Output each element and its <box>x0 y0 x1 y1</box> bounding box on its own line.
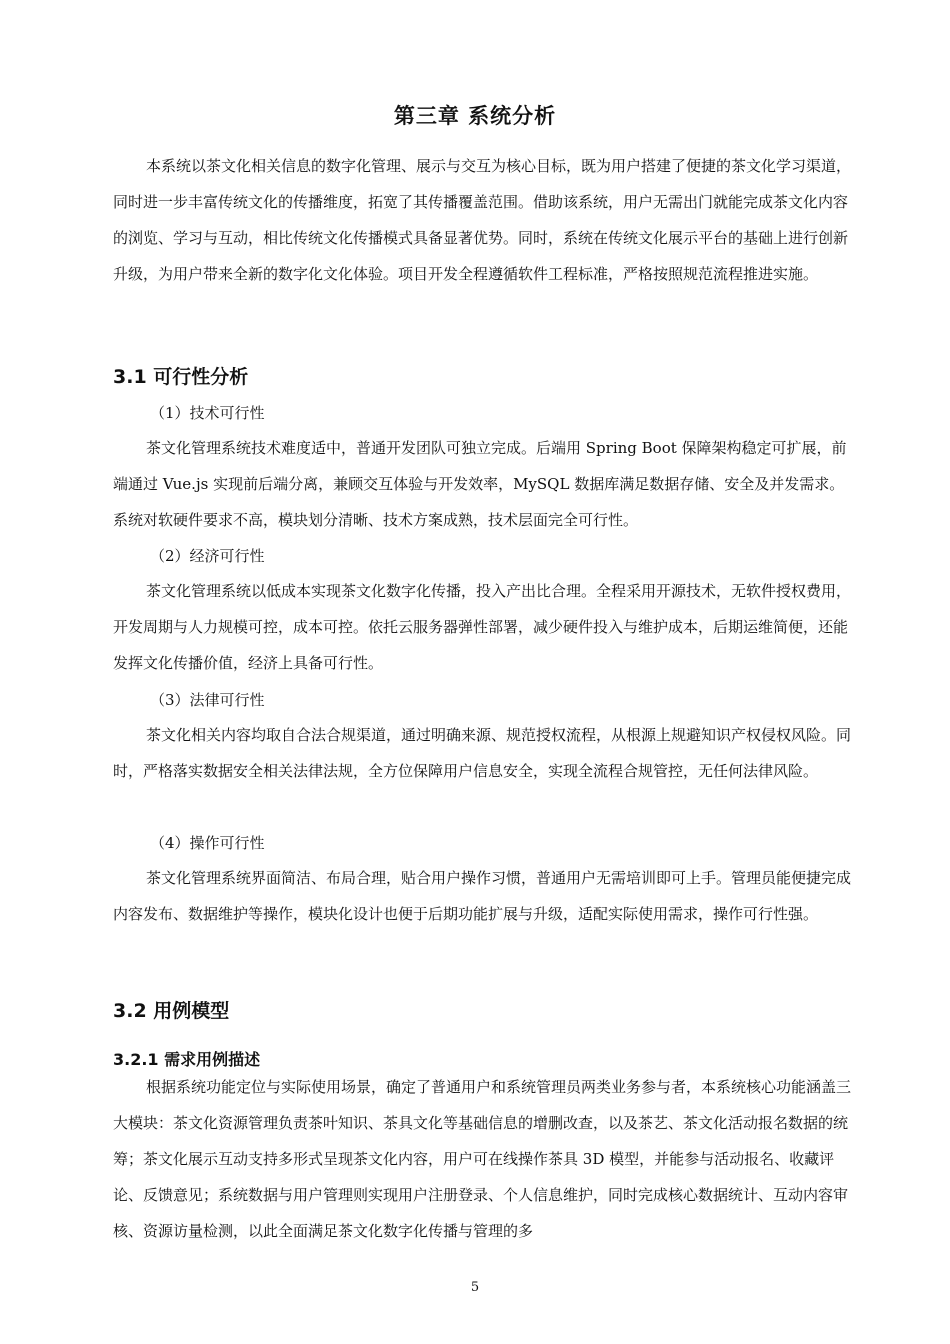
paragraph-legal-feasibility: 茶文化相关内容均取自合法合规渠道，通过明确来源、规范授权流程，从根源上规避知识产权侵权风险。同时，严格落实数据安全相关法律法规，全方位保障用户信息安全，实现全流程合规管控，无任何法律风险。 <box>113 726 852 780</box>
subsection-label-legal: （3）法律可行性 <box>150 691 265 709</box>
subsection-label-technical: （1）技术可行性 <box>150 404 265 422</box>
subsection-label-economic: （2）经济可行性 <box>150 547 265 565</box>
paragraph-use-case-description: 根据系统功能定位与实际使用场景，确定了普通用户和系统管理员两类业务参与者，本系统核心功能涵盖三大模块：茶文化资源管理负责茶叶知识、茶具文化等基础信息的增删改查，以及茶艺、茶文化活动报名数据的统筹；茶文化展示互动支持多形式呈现茶文化内容，用户可在线操作茶具 3D 模型，并能参与活动报名、收藏评论、反馈意见；系统数据与用户管理则实现用户注册登录、个人信息维护，同时完成核心数据统计、互动内容审核、资源访量检测，以此全面满足茶文化数字化传播与管理的多 <box>113 1078 852 1240</box>
subsection-label-operational: （4）操作可行性 <box>150 834 265 852</box>
paragraph-operational-feasibility: 茶文化管理系统界面简洁、布局合理，贴合用户操作习惯，普通用户无需培训即可上手。管理员能便捷完成内容发布、数据维护等操作，模块化设计也便于后期功能扩展与升级，适配实际使用需求，操作可行性强。 <box>113 869 852 923</box>
chapter-intro-paragraph: 本系统以茶文化相关信息的数字化管理、展示与交互为核心目标，既为用户搭建了便捷的茶文化学习渠道，同时进一步丰富传统文化的传播维度，拓宽了其传播覆盖范围。借助该系统，用户无需出门就能完成茶文化内容的浏览、学习与互动，相比传统文化传播模式具备显著优势。同时，系统在传统文化展示平台的基础上进行创新升级，为用户带来全新的数字化文化体验。项目开发全程遵循软件工程标准，严格按照规范流程推进实施。 <box>113 157 852 283</box>
paragraph-technical-feasibility: 茶文化管理系统技术难度适中，普通开发团队可独立完成。后端用 Spring Boot 保障架构稳定可扩展，前端通过 Vue.js 实现前后端分离，兼顾交互体验与开发效率，MySQL 数据库满足数据存储、安全及并发需求。系统对软硬件要求不高，模块划分清晰、技术方案成熟，技术层面完全可行性。 <box>113 439 847 529</box>
section-heading-3-2: 3.2 用例模型 <box>113 1000 230 1022</box>
chapter-title: 第三章 系统分析 <box>393 104 557 128</box>
subsection-heading-3-2-1: 3.2.1 需求用例描述 <box>113 1050 261 1069</box>
section-heading-3-1: 3.1 可行性分析 <box>113 366 249 388</box>
paragraph-economic-feasibility: 茶文化管理系统以低成本实现茶文化数字化传播，投入产出比合理。全程采用开源技术，无软件授权费用，开发周期与人力规模可控，成本可控。依托云服务器弹性部署，减少硬件投入与维护成本，后期运维简便，还能发挥文化传播价值，经济上具备可行性。 <box>113 582 852 672</box>
page-number: 5 <box>470 1280 480 1295</box>
